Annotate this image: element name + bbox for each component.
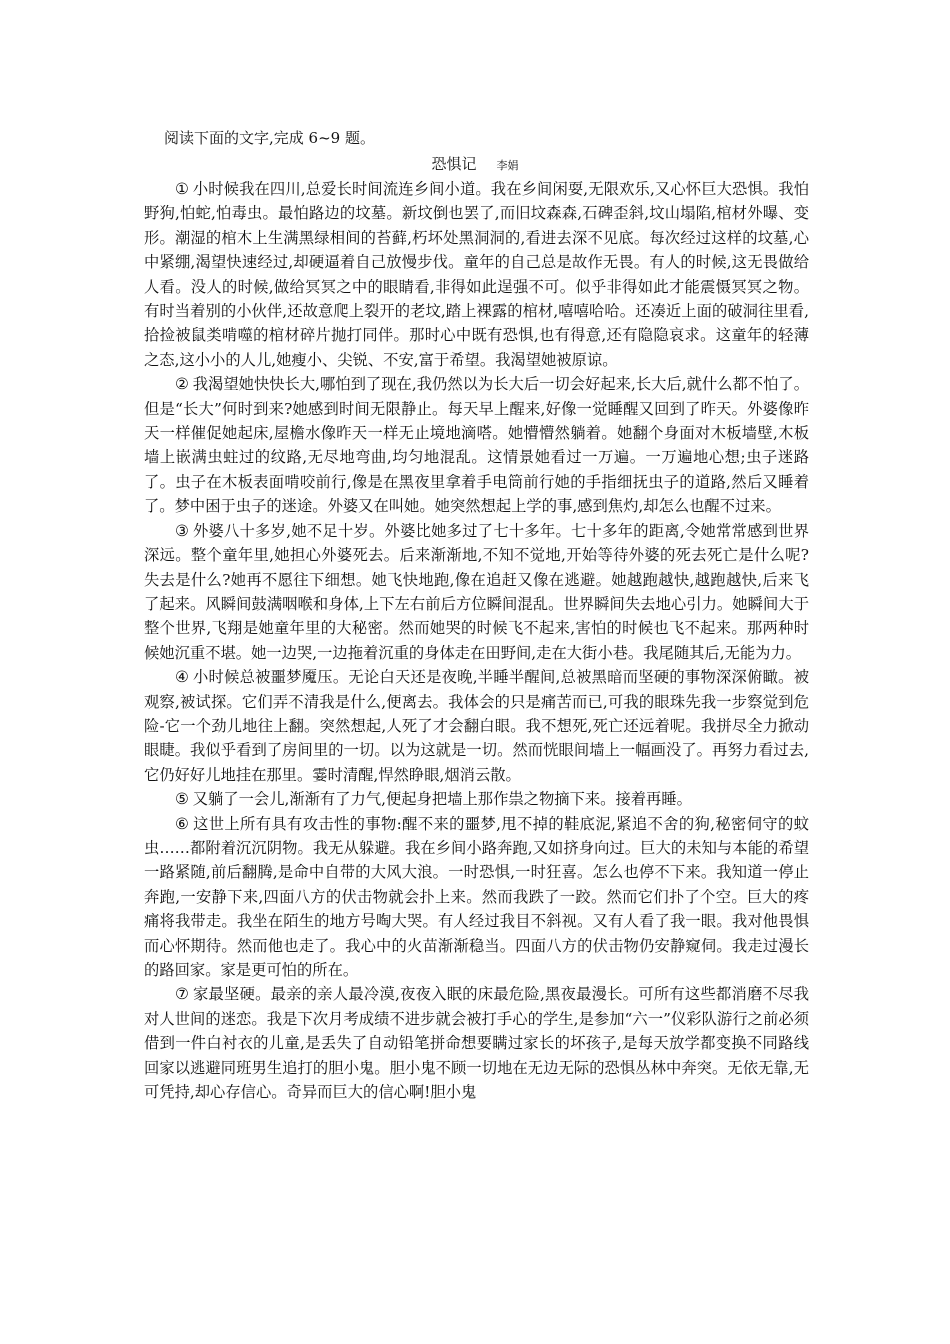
paragraph-1 bbox=[144, 177, 809, 372]
paragraph-number: ② bbox=[175, 375, 189, 394]
paragraph-number: ⑦ bbox=[175, 985, 189, 1004]
paragraph-text: 小时候总被噩梦魇压。无论白天还是夜晚,半睡半醒间,总被黑暗而坚硬的事物深深俯瞰。被观察,被试探。它们弄不清我是什么,便离去。我体会的只是痛苦而已,可我的眼珠先我一步察觉到危险-它一个劲儿地往上翻。突然想起,人死了才会翻白眼。我不想死,死亡还远着呢。我拼尽全力掀动眼睫。我似乎看到了房间里的一切。以为这就是一切。然而恍眼间墙上一幅画没了。再努力看过去,它仍好好儿地挂在那里。霎时清醒,悍然睁眼,烟消云散。 bbox=[144, 668, 809, 784]
paragraph-number: ① bbox=[175, 180, 189, 198]
paragraph-text: 小时候我在四川,总爱长时间流连乡间小道。我在乡间闲耍,无限欢乐,又心怀巨大恐惧。我怕野狗,怕蛇,怕毒虫。最怕路边的坟墓。新坟倒也罢了,而旧坟森森,石碑歪斜,坟山塌陷,棺材外曝、变形。潮湿的棺木上生满黑绿相间的苔藓,朽坏处黑洞洞的,看进去深不见底。每次经过这样的坟墓,心中紧绷,渴望快速经过,却硬逼着自己放慢步伐。童年的自己总是故作无畏。有人的时候,这无畏做给人看。没人的时候,做给冥冥之中的眼睛看,非得如此逞强不可。似乎非得如此才能震慑冥冥之物。有时当着别的小伙伴,还故意爬上裂开的老坟,踏上裸露的棺材,嘻嘻哈哈。还凑近上面的破洞往里看,拾捡被鼠类啃噬的棺材碎片抛打同伴。那时心中既有恐惧,也有得意,还有隐隐哀求。这童年的轻薄之态,这小小的人儿,她瘦小、尖锐、不安,富于希望。我渴望她被原谅。 bbox=[144, 180, 809, 369]
paragraph-text: 这世上所有具有攻击性的事物:醒不来的噩梦,甩不掉的鞋底泥,紧追不舍的狗,秘密伺守的蚊虫……都附着沉沉阴物。我无从躲避。我在乡间小路奔跑,又如挤身向过。巨大的未知与本能的希望一路紧随,前后翻腾,是命中自带的大风大浪。一时恐惧,一时狂喜。怎么也停不下来。我知道一停止奔跑,一安静下来,四面八方的伏击物就会扑上来。然而我跌了一跤。然而它们扑了个空。巨大的疼痛将我带走。我坐在陌生的地方号啕大哭。有人经过我目不斜视。又有人看了我一眼。我对他畏惧而心怀期待。然而他也走了。我心中的火苗渐渐稳当。四面八方的伏击物仍安静窥伺。我走过漫长的路回家。家是更可怕的所在。 bbox=[144, 814, 809, 979]
paragraph-text: 我渴望她快快长大,哪怕到了现在,我仍然以为长大后一切会好起来,长大后,就什么都不怕了。但是“长大”何时到来?她感到时间无限静止。每天早上醒来,好像一觉睡醒又回到了昨天。外婆像昨天一样催促她起床,屋檐水像昨天一样无止境地滴嗒。她懵懵然躺着。她翻个身面对木板墙壁,木板墙上嵌满虫蛀过的纹路,无尽地弯曲,均匀地混乱。这情景她看过一万遍。一万遍地心想;虫子迷路了。虫子在木板表面啃咬前行,像是在黑夜里拿着手电筒前行她的手指细抚虫子的道路,然后又睡着了。梦中困于虫子的迷途。外婆又在叫她。她突然想起上学的事,感到焦灼,却怎么也醒不过来。 bbox=[144, 375, 810, 516]
paragraph-number: ③ bbox=[175, 521, 189, 540]
article-heading bbox=[0, 153, 950, 177]
paragraph-4 bbox=[144, 665, 809, 787]
paragraph-text: 家最坚硬。最亲的亲人最冷漠,夜夜入眠的床最危险,黑夜最漫长。可所有这些都消磨不尽我对人世间的迷恋。我是下次月考成绩不进步就会被打手心的学生,是参加“六一”仪彩队游行之前必须借到一件白衬衣的儿童,是丢失了自动铅笔拼命想要瞒过家长的坏孩子,是每天放学都变换不同路线回家以逃避同班男生追打的胆小鬼。胆小鬼不顾一切地在无边无际的恐惧丛林中奔突。无依无靠,无可凭持,却心存信心。奇异而巨大的信心啊!胆小鬼 bbox=[144, 985, 809, 1102]
paragraph-text: 又躺了一会儿,渐渐有了力气,便起身把墙上那作祟之物摘下来。接着再睡。 bbox=[192, 790, 692, 809]
article-title: 恐惧记 bbox=[431, 155, 477, 173]
paragraph-number: ⑤ bbox=[175, 790, 189, 809]
question-intro: 阅读下面的文字,完成 6~9 题。 bbox=[164, 129, 375, 147]
article-body bbox=[144, 177, 809, 1104]
article-author: 李娟 bbox=[496, 159, 519, 172]
paragraph-2 bbox=[144, 372, 809, 518]
paragraph-3 bbox=[144, 519, 809, 665]
paragraph-text: 外婆八十多岁,她不足十岁。外婆比她多过了七十多年。七十多年的距离,令她常常感到世界深远。整个童年里,她担心外婆死去。后来渐渐地,不知不觉地,开始等待外婆的死去死亡是什么呢?失去是什么?她再不愿往下细想。她飞快地跑,像在追赶又像在逃避。她越跑越快,越跑越快,后来飞了起来。风瞬间鼓满咽喉和身体,上下左右前后方位瞬间混乱。世界瞬间失去地心引力。她瞬间大于整个世界,飞翔是她童年里的大秘密。然而她哭的时候飞不起来,害怕的时候也飞不起来。那两种时候她沉重不堪。她一边哭,一边拖着沉重的身体走在田野间,走在大街小巷。我尾随其后,无能为力。 bbox=[144, 521, 809, 662]
paragraph-7 bbox=[144, 982, 809, 1104]
paragraph-5 bbox=[144, 787, 809, 811]
paragraph-number: ⑥ bbox=[175, 814, 190, 833]
paragraph-number: ④ bbox=[175, 668, 189, 687]
paragraph-6 bbox=[144, 812, 809, 983]
